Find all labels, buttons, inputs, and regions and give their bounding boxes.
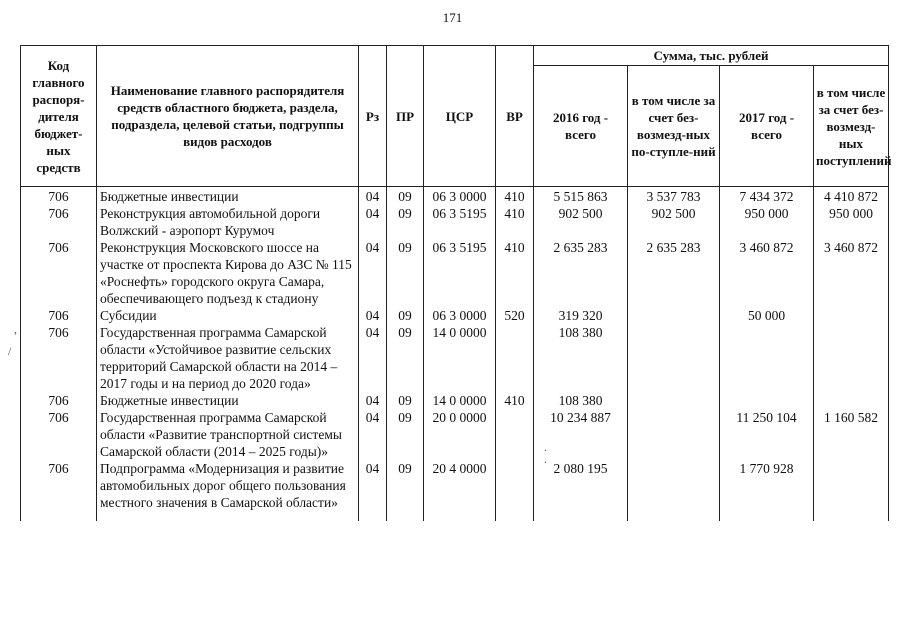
header-2016-free: в том числе за счет без-возмезд-ных по-ступле-ний xyxy=(628,66,720,187)
table-row xyxy=(21,409,889,460)
cell-2017-free xyxy=(814,324,889,392)
cell-2017-total: 950 000 xyxy=(720,205,814,239)
table-row xyxy=(21,187,889,206)
stray-dot: . xyxy=(544,440,547,454)
header-rz: Рз xyxy=(359,46,387,187)
header-2017-total: 2017 год - всего xyxy=(720,66,814,187)
cell-2016-free xyxy=(628,392,720,409)
cell-rz: 04 xyxy=(359,187,387,206)
table-row xyxy=(21,392,889,409)
stray-dot: . xyxy=(544,452,547,466)
cell-csr: 14 0 0000 xyxy=(424,392,496,409)
cell-2016-total: 2 080 195 xyxy=(534,460,628,521)
cell-csr: 06 3 0000 xyxy=(424,187,496,206)
header-sum-group: Сумма, тыс. рублей xyxy=(534,46,889,66)
header-vr: ВР xyxy=(496,46,534,187)
cell-2017-total: 11 250 104 xyxy=(720,409,814,460)
cell-pr: 09 xyxy=(387,307,424,324)
cell-vr xyxy=(496,460,534,521)
cell-rz: 04 xyxy=(359,409,387,460)
cell-2017-total: 1 770 928 xyxy=(720,460,814,521)
cell-2016-total: 902 500 xyxy=(534,205,628,239)
cell-code: 706 xyxy=(21,187,97,206)
cell-2016-total: 319 320 xyxy=(534,307,628,324)
cell-2016-free: 2 635 283 xyxy=(628,239,720,307)
cell-pr: 09 xyxy=(387,205,424,239)
cell-csr: 06 3 5195 xyxy=(424,205,496,239)
cell-code: 706 xyxy=(21,460,97,521)
cell-rz: 04 xyxy=(359,239,387,307)
cell-2016-total: 10 234 887 xyxy=(534,409,628,460)
cell-vr: 410 xyxy=(496,187,534,206)
cell-name: Реконструкция автомобильной дороги Волжский - аэропорт Курумоч xyxy=(97,205,359,239)
margin-mark: / xyxy=(8,344,12,358)
cell-csr: 06 3 5195 xyxy=(424,239,496,307)
budget-table xyxy=(20,45,892,521)
cell-2016-total: 2 635 283 xyxy=(534,239,628,307)
header-csr: ЦСР xyxy=(424,46,496,187)
cell-rz: 04 xyxy=(359,460,387,521)
header-2016-total: 2016 год - всего xyxy=(534,66,628,187)
cell-2017-free xyxy=(814,392,889,409)
cell-code: 706 xyxy=(21,392,97,409)
cell-name: Субсидии xyxy=(97,307,359,324)
cell-code: 706 xyxy=(21,307,97,324)
cell-2016-total: 108 380 xyxy=(534,392,628,409)
cell-name: Реконструкция Московского шоссе на участке от проспекта Кирова до АЗС № 115 «Роснефть» городского округа Самара, обеспечивающего подъезд к стадиону xyxy=(97,239,359,307)
cell-vr: 410 xyxy=(496,392,534,409)
cell-name: Подпрограмма «Модернизация и развитие автомобильных дорог общего пользования местного значения в Самарской области» xyxy=(97,460,359,521)
margin-mark: , xyxy=(14,322,17,336)
cell-2017-free: 3 460 872 xyxy=(814,239,889,307)
cell-pr: 09 xyxy=(387,187,424,206)
cell-rz: 04 xyxy=(359,205,387,239)
cell-pr: 09 xyxy=(387,392,424,409)
cell-2017-free: 950 000 xyxy=(814,205,889,239)
cell-2016-free: 3 537 783 xyxy=(628,187,720,206)
cell-2017-total: 3 460 872 xyxy=(720,239,814,307)
cell-2016-total: 108 380 xyxy=(534,324,628,392)
table-row xyxy=(21,239,889,307)
cell-name: Бюджетные инвестиции xyxy=(97,392,359,409)
cell-code: 706 xyxy=(21,205,97,239)
cell-name: Государственная программа Самарской области «Развитие транспортной системы Самарской области (2014 – 2025 годы)» xyxy=(97,409,359,460)
cell-code: 706 xyxy=(21,239,97,307)
cell-pr: 09 xyxy=(387,239,424,307)
cell-vr: 520 xyxy=(496,307,534,324)
cell-rz: 04 xyxy=(359,324,387,392)
cell-2017-total: 7 434 372 xyxy=(720,187,814,206)
cell-2017-total xyxy=(720,324,814,392)
page-number: 171 xyxy=(442,10,463,25)
cell-rz: 04 xyxy=(359,392,387,409)
cell-pr: 09 xyxy=(387,460,424,521)
cell-2016-free: 902 500 xyxy=(628,205,720,239)
header-row xyxy=(21,46,889,66)
cell-name: Государственная программа Самарской области «Устойчивое развитие сельских территорий Самарской области на 2014 – 2017 годы и на период до 2020 года» xyxy=(97,324,359,392)
header-code: Код главного распоря-дителя бюджет-ных средств xyxy=(21,46,97,187)
table-row xyxy=(21,205,889,239)
cell-vr xyxy=(496,409,534,460)
cell-2017-free xyxy=(814,307,889,324)
cell-2017-total: 50 000 xyxy=(720,307,814,324)
cell-2016-free xyxy=(628,460,720,521)
cell-pr: 09 xyxy=(387,409,424,460)
header-name: Наименование главного распорядителя средств областного бюджета, раздела, подраздела, целевой статьи, подгруппы видов расходов xyxy=(97,46,359,187)
cell-2017-total xyxy=(720,392,814,409)
cell-2017-free: 4 410 872 xyxy=(814,187,889,206)
cell-code: 706 xyxy=(21,409,97,460)
cell-csr: 14 0 0000 xyxy=(424,324,496,392)
cell-pr: 09 xyxy=(387,324,424,392)
table-row xyxy=(21,324,889,392)
table-row xyxy=(21,307,889,324)
cell-2017-free: 1 160 582 xyxy=(814,409,889,460)
cell-csr: 06 3 0000 xyxy=(424,307,496,324)
cell-2016-free xyxy=(628,409,720,460)
header-2017-free: в том числе за счет без-возмезд-ных поступлений xyxy=(814,66,889,187)
cell-rz: 04 xyxy=(359,307,387,324)
cell-vr: 410 xyxy=(496,205,534,239)
cell-name: Бюджетные инвестиции xyxy=(97,187,359,206)
cell-csr: 20 0 0000 xyxy=(424,409,496,460)
cell-2017-free xyxy=(814,460,889,521)
cell-2016-total: 5 515 863 xyxy=(534,187,628,206)
header-pr: ПР xyxy=(387,46,424,187)
cell-2016-free xyxy=(628,324,720,392)
table-row xyxy=(21,460,889,521)
cell-2016-free xyxy=(628,307,720,324)
cell-vr: 410 xyxy=(496,239,534,307)
cell-vr xyxy=(496,324,534,392)
cell-code: 706 xyxy=(21,324,97,392)
cell-csr: 20 4 0000 xyxy=(424,460,496,521)
